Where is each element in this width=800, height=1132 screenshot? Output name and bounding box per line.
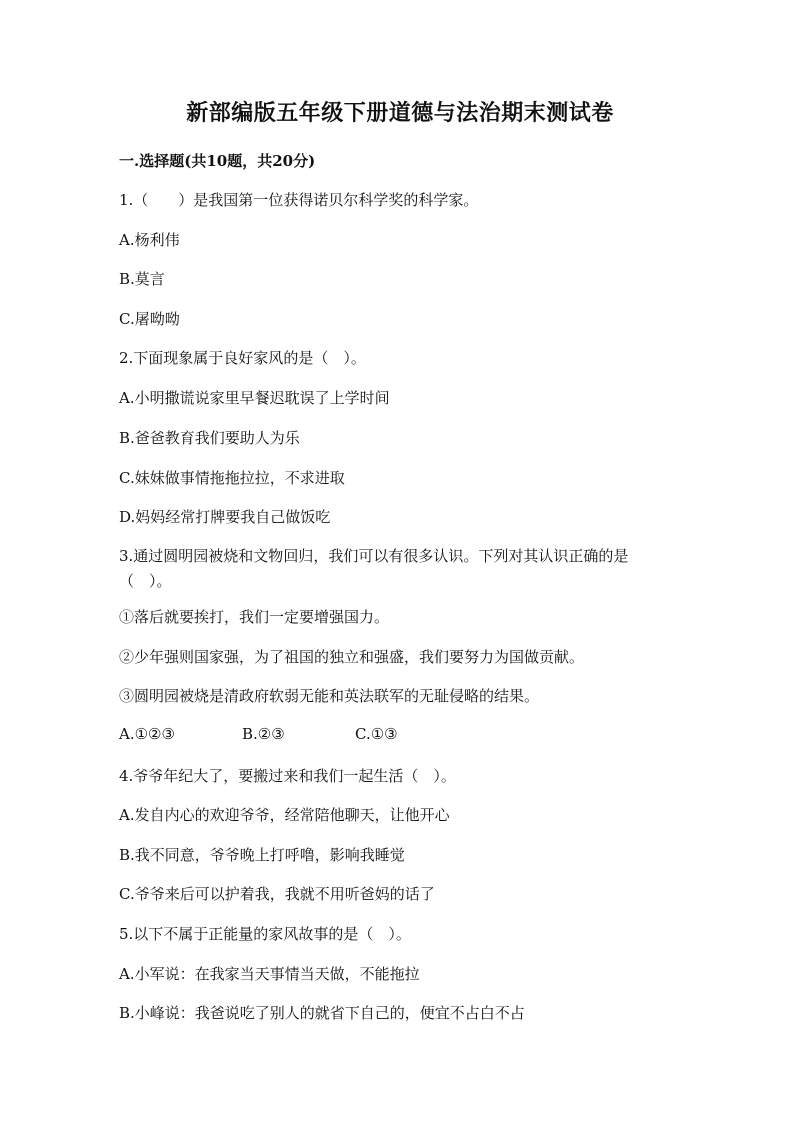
question-3-statement-1: ①落后就要挨打，我们一定要增强国力。: [119, 608, 390, 626]
question-3-option-b: B.②③: [242, 725, 285, 743]
question-3-stem: 3.通过圆明园被烧和文物回归，我们可以有很多认识。下列对其认识正确的是: [119, 547, 629, 565]
question-1-stem: 1.（ ）是我国第一位获得诺贝尔科学奖的科学家。: [119, 191, 479, 209]
question-2-option-c: C.妹妹做事情拖拖拉拉，不求进取: [119, 469, 345, 487]
question-3-option-a: A.①②③: [119, 725, 175, 743]
question-4-option-b: B.我不同意，爷爷晚上打呼噜，影响我睡觉: [119, 846, 405, 864]
question-3-stem-continued: （ ）。: [119, 572, 172, 590]
question-1-option-c: C.屠呦呦: [119, 310, 180, 328]
section-heading: 一.选择题(共10题，共20分): [119, 152, 316, 170]
question-3-statement-3: ③圆明园被烧是清政府软弱无能和英法联军的无耻侵略的结果。: [119, 687, 540, 705]
question-3-option-c: C.①③: [355, 725, 398, 743]
question-5-option-a: A.小军说：在我家当天事情当天做，不能拖拉: [119, 965, 420, 983]
question-5-option-b: B.小峰说：我爸说吃了别人的就省下自己的，便宜不占白不占: [119, 1004, 525, 1022]
exam-title: 新部编版五年级下册道德与法治期末测试卷: [186, 100, 614, 126]
question-5-stem: 5.以下不属于正能量的家风故事的是（ ）。: [119, 925, 411, 943]
question-1-option-b: B.莫言: [119, 270, 165, 288]
question-1-option-a: A.杨利伟: [119, 231, 180, 249]
question-4-option-c: C.爷爷来后可以护着我，我就不用听爸妈的话了: [119, 885, 435, 903]
question-2-option-b: B.爸爸教育我们要助人为乐: [119, 429, 300, 447]
question-2-option-a: A.小明撒谎说家里早餐迟耽误了上学时间: [119, 389, 390, 407]
question-4-stem: 4.爷爷年纪大了，要搬过来和我们一起生活（ ）。: [119, 767, 456, 785]
question-3-statement-2: ②少年强则国家强，为了祖国的独立和强盛，我们要努力为国做贡献。: [119, 648, 585, 666]
question-2-stem: 2.下面现象属于良好家风的是（ ）。: [119, 349, 366, 367]
question-4-option-a: A.发自内心的欢迎爷爷，经常陪他聊天，让他开心: [119, 806, 450, 824]
question-2-option-d: D.妈妈经常打牌要我自己做饭吃: [119, 508, 331, 526]
